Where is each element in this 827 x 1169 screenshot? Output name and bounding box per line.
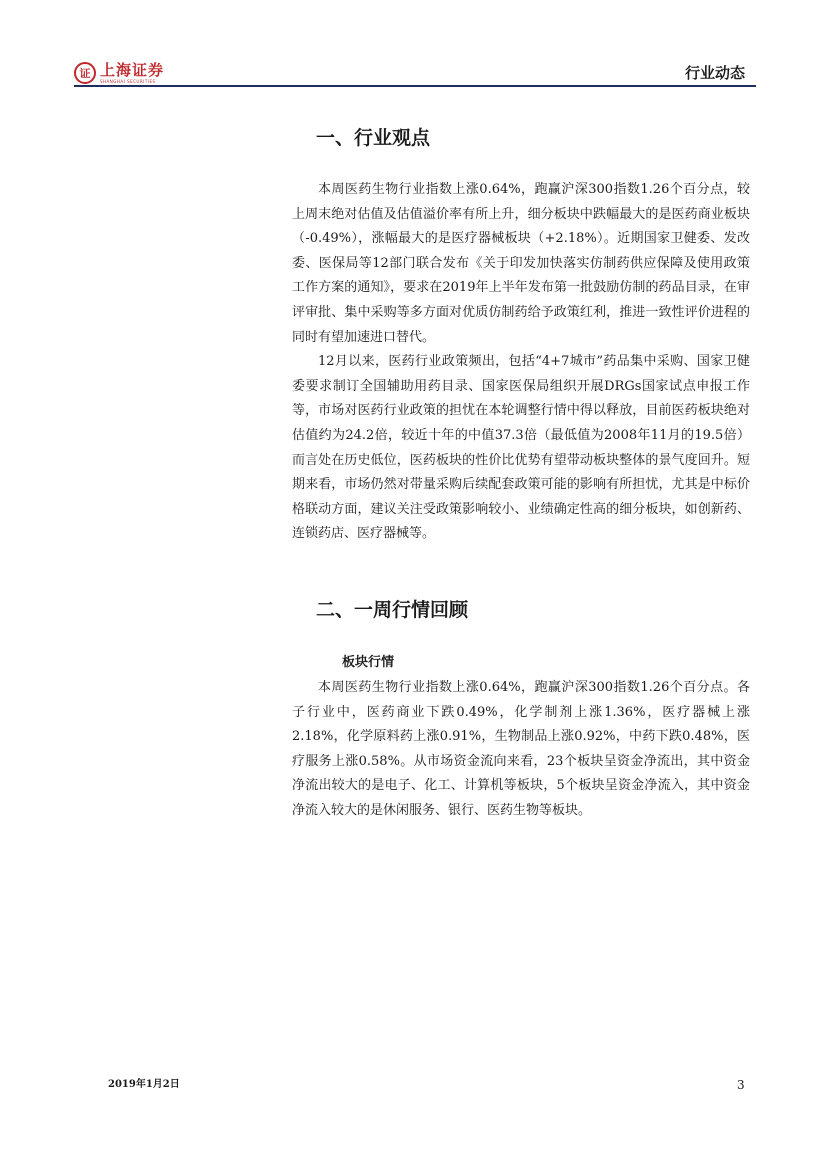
subheading-sector-performance: 板块行情 <box>342 654 395 670</box>
logo-text: 上海证券 <box>100 60 165 79</box>
section-heading-weekly-review: 二、一周行情回顾 <box>316 598 469 621</box>
logo-subtext: SHANGHAI SECURITIES <box>100 78 156 84</box>
section-heading-industry-view: 一、行业观点 <box>316 127 431 149</box>
header-divider <box>74 85 756 87</box>
header-title: 行业动态 <box>684 64 745 82</box>
logo-seal-icon: 证 <box>74 62 96 84</box>
page-number: 3 <box>737 1078 745 1092</box>
paragraph: 12月以来，医药行业政策频出，包括“4+7城市”药品集中采购、国家卫健委要求制订全国辅助用药目录、国家医保局组织开展DRGs国家试点申报工作等，市场对医药行业政策的担忧在本轮调整行情中得以释放，目前医药板块绝对估值约为24.2倍，较近十年的中值37.3倍（最低值为2008年11月的19.5倍）而言处在历史低位，医药板块的性价比优势有望带动板块整体的景气度回升。短期来看，市场仍然对带量采购后续配套政策可能的影响有所担忧，尤其是中标价格联动方面，建议关注受政策影响较小、业绩确定性高的细分板块，如创新药、连锁药店、医疗器械等。 <box>292 354 750 542</box>
paragraph: 本周医药生物行业指数上涨0.64%，跑赢沪深300指数1.26个百分点，较上周末绝对估值及估值溢价率有所上升，细分板块中跌幅最大的是医药商业板块（-0.49%），涨幅最大的是医疗器械板块（+2.18%）。近期国家卫健委、发改委、医保局等12部门联合发布《关于印发加快落实仿制药供应保障及使用政策工作方案的通知》，要求在2019年上半年发布第一批鼓励仿制的药品目录，在审评审批、集中采购等多方面对优质仿制药给予政策红利，推进一致性评价进程的同时有望加速进口替代。 <box>292 182 750 345</box>
page-header <box>0 0 827 90</box>
company-logo <box>74 62 164 84</box>
main-content <box>292 120 750 823</box>
footer-date: 2019年1月2日 <box>108 1079 180 1090</box>
paragraph: 本周医药生物行业指数上涨0.64%，跑赢沪深300指数1.26个百分点。各子行业中，医药商业下跌0.49%，化学制剂上涨1.36%，医疗器械上涨2.18%，化学原料药上涨0.91%，生物制品上涨0.92%，中药下跌0.48%，医疗服务上涨0.58%。从市场资金流向来看，23个板块呈资金净流出，其中资金净流出较大的是电子、化工、计算机等板块，5个板块呈资金净流入，其中资金净流入较大的是休闲服务、银行、医药生物等板块。 <box>292 679 750 818</box>
